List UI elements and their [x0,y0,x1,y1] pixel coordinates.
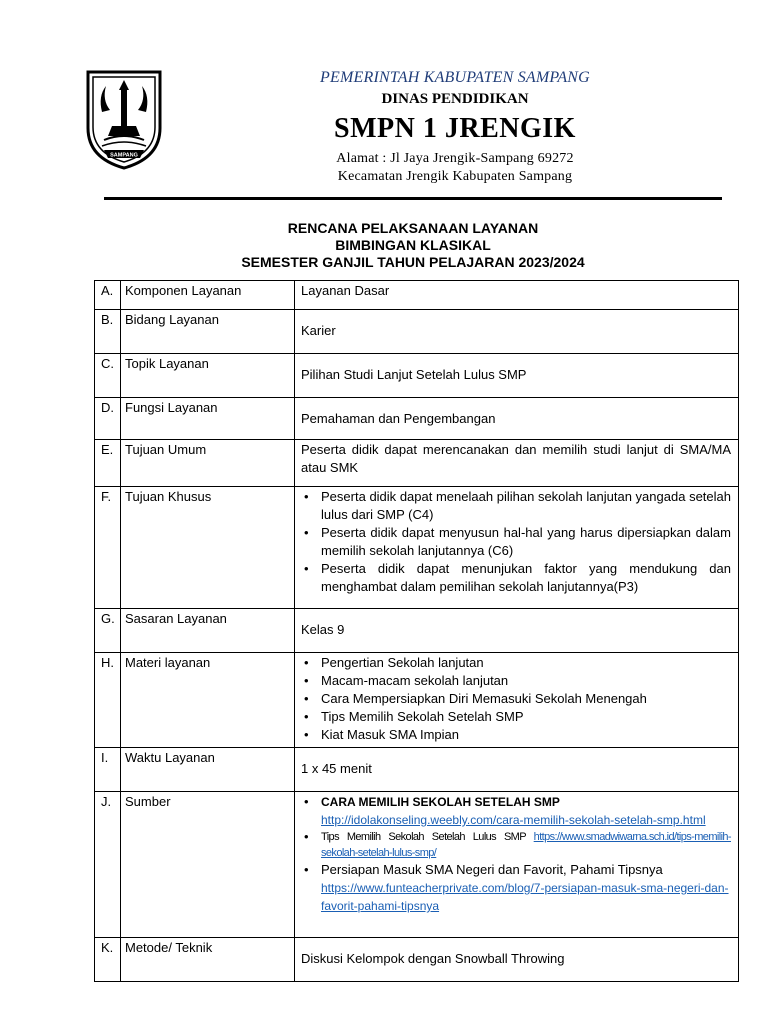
title-line-1: RENCANA PELAKSANAAN LAYANAN [287,220,539,236]
row-value: Karier [301,323,336,338]
letterhead [0,0,768,210]
table-row [95,281,739,310]
row-code: C. [95,354,121,398]
letterhead-divider [104,197,722,200]
row-label: Waktu Layanan [121,748,295,792]
service-plan-table [94,280,739,982]
school-address: Alamat : Jl Jaya Jrengik-Sampang 69272 [336,151,574,166]
source-title: • Persiapan Masuk SMA Negeri dan Favorit, Pahami Tipsnya [321,862,663,877]
row-code: K. [95,938,121,982]
row-value: Diskusi Kelompok dengan Snowball Throwing [301,951,565,966]
svg-text:SAMPANG: SAMPANG [110,152,138,159]
list-item: • Pengertian Sekolah lanjutan [321,654,731,672]
row-value: 1 x 45 menit [301,761,372,776]
table-row [95,440,739,487]
row-label: Topik Layanan [121,354,295,398]
row-value: Pemahaman dan Pengembangan [301,411,496,426]
source-link[interactable]: https://www.funteacherprivate.com/blog/7-persiapan-masuk-sma-negeri-dan-favorit-pahami-tipsnya [321,881,729,913]
sources-list [301,793,731,915]
row-code: G. [95,609,121,653]
source-link[interactable]: http://idolakonseling.weebly.com/cara-memilih-sekolah-setelah-smp.html [321,813,706,827]
row-label: Bidang Layanan [121,310,295,354]
table-row [95,354,739,398]
row-code: H. [95,653,121,748]
source-item [321,861,731,915]
table-row [95,653,739,748]
specific-goals-list [301,488,731,596]
row-label: Tujuan Khusus [121,487,295,609]
source-item [321,793,731,829]
table-row [95,792,739,938]
row-code: I. [95,748,121,792]
list-item: • Macam-macam sekolah lanjutan [321,672,731,690]
list-item: • Peserta didik dapat menunjukan faktor yang mendukung dan menghambat dalam pemilihan sekolah lanjutannya(P3) [321,560,731,596]
source-title: • CARA MEMILIH SEKOLAH SETELAH SMP [321,795,560,809]
document-title [100,220,726,271]
table-row [95,310,739,354]
office-name: DINAS PENDIDIKAN [381,91,529,107]
regency-emblem-icon [82,66,166,172]
source-item [321,829,731,861]
list-item: • Peserta didik dapat menelaah pilihan sekolah lanjutan yangada setelah lulus dari SMP (C4) [321,488,731,524]
title-line-3: SEMESTER GANJIL TAHUN PELAJARAN 2023/2024 [241,254,585,270]
list-item: • Tips Memilih Sekolah Setelah SMP [321,708,731,726]
row-value: Kelas 9 [301,622,345,637]
school-district: Kecamatan Jrengik Kabupaten Sampang [337,169,573,184]
table-row [95,487,739,609]
row-code: B. [95,310,121,354]
row-code: E. [95,440,121,487]
table-row [95,609,739,653]
source-title: Tips Memilih Sekolah Setelah Lulus SMP [321,831,526,843]
letterhead-text [250,68,660,186]
table-row [95,398,739,440]
row-label: Tujuan Umum [121,440,295,487]
list-item: • Kiat Masuk SMA Impian [321,726,731,744]
source-link[interactable]: https://www.smadwiwarna.sch.id/tips-memilih-sekolah-setelah-lulus-smp/ [321,831,731,859]
school-name: SMPN 1 JRENGIK [334,113,576,144]
row-code: D. [95,398,121,440]
material-list [301,654,731,744]
row-label: Fungsi Layanan [121,398,295,440]
table-row [95,748,739,792]
row-value: Pilihan Studi Lanjut Setelah Lulus SMP [301,367,527,382]
list-item: • Cara Mempersiapkan Diri Memasuki Sekolah Menengah [321,690,731,708]
row-code: J. [95,792,121,938]
row-label: Materi layanan [121,653,295,748]
government-name: PEMERINTAH KABUPATEN SAMPANG [320,69,590,86]
title-line-2: BIMBINGAN KLASIKAL [335,237,491,253]
row-code: F. [95,487,121,609]
list-item: • Peserta didik dapat menyusun hal-hal yang harus dipersiapkan dalam memilih sekolah lanjutannya (C6) [321,524,731,560]
row-code: A. [95,281,121,310]
row-label: Sumber [121,792,295,938]
row-label: Metode/ Teknik [121,938,295,982]
row-value: Peserta didik dapat merencanakan dan memilih studi lanjut di SMA/MA atau SMK [301,442,731,475]
table-row [95,938,739,982]
row-label: Sasaran Layanan [121,609,295,653]
row-label: Komponen Layanan [121,281,295,310]
row-value: Layanan Dasar [301,283,390,298]
